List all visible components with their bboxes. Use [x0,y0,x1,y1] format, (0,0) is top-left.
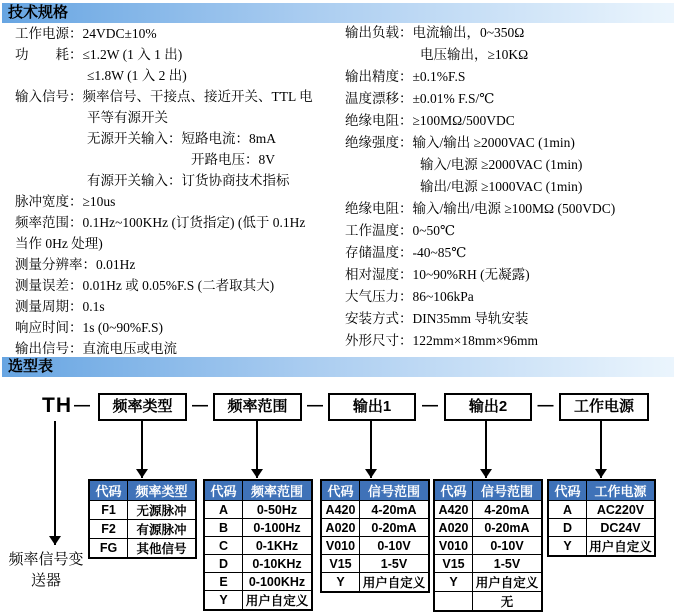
table-row [434,519,542,537]
table-row [321,555,429,573]
table-row [321,573,429,593]
code-cell: Y [321,573,360,593]
spec-line: 脉冲宽度：≥10us [15,194,116,209]
table-row [89,520,196,539]
code-cell: A [548,501,587,519]
spec-line: 绝缘电阻：输入/输出/电源 ≥100MΩ (500VDC) [345,201,616,216]
code-cell: V010 [434,537,473,555]
table-header-row [321,480,429,501]
spec-line: ≤1.8W (1 入 2 出) [87,68,187,83]
table-row [321,501,429,519]
down-arrow-icon [141,421,143,478]
value-cell: 用户自定义 [473,573,543,592]
code-cell: A [204,501,243,519]
table-row [434,573,542,592]
table-row [89,501,196,520]
value-cell: 0-20mA [473,519,543,537]
code-cell: V15 [321,555,360,573]
code-header: 代码 [434,480,473,501]
code-cell: V15 [434,555,473,573]
model-prefix: TH [42,394,72,417]
value-header: 信号范围 [360,480,430,501]
spec-line: 输入信号：频率信号、干接点、接近开关、TTL 电 [15,89,313,104]
model-box-frequency-type: 频率类型 [98,393,187,421]
table-row [434,501,542,519]
spec-line: 存储温度：-40~85℃ [345,245,467,260]
table-row [204,573,312,591]
spec-line: 测量误差：0.01Hz 或 0.05%F.S (二者取其大) [15,278,275,293]
table-header-row [434,480,542,501]
value-cell: 无 [473,592,543,612]
code-cell: D [548,519,587,537]
prefix-note: 频率信号变送器 [8,552,84,589]
value-cell: DC24V [587,519,656,537]
spec-line: 功 耗：≤1.2W (1 入 1 出) [15,47,183,62]
spec-line: 开路电压：8V [191,152,275,167]
selection-table-power-supply [547,479,656,557]
code-cell: FG [89,539,128,559]
spec-line: 相对湿度：10~90%RH (无凝露) [345,267,530,282]
table-row [204,519,312,537]
dash-separator: — [422,397,438,414]
model-box-frequency-range: 频率范围 [213,393,302,421]
code-cell: D [204,555,243,573]
table-row [548,519,655,537]
value-header: 工作电源 [587,480,656,501]
value-cell: 无源脉冲 [128,501,197,520]
spec-line: 测量周期：0.1s [15,299,105,314]
dash-separator: — [537,397,554,414]
value-header: 信号范围 [473,480,543,501]
selection-section-title: 选型表 [8,358,54,375]
table-row [204,501,312,519]
code-header: 代码 [204,480,243,501]
spec-line: 响应时间：1s (0~90%F.S) [15,320,163,335]
value-cell: 0-10KHz [243,555,313,573]
spec-line: 安装方式：DIN35mm 导轨安装 [345,311,529,326]
value-cell: AC220V [587,501,656,519]
value-cell: 0-10V [360,537,430,555]
spec-line: 平等有源开关 [87,110,168,125]
spec-column-left [15,23,340,359]
value-cell: 用户自定义 [243,591,313,611]
code-cell: A420 [434,501,473,519]
value-cell: 4-20mA [360,501,430,519]
value-cell: 4-20mA [473,501,543,519]
value-cell: 0-100Hz [243,519,313,537]
spec-line: 输出/电源 ≥1000VAC (1min) [420,179,583,194]
spec-line: 绝缘电阻：≥100MΩ/500VDC [345,113,515,128]
code-cell: Y [204,591,243,611]
spec-line: 电压输出，≥10KΩ [420,47,529,62]
selection-table-output2 [433,479,543,612]
code-cell: B [204,519,243,537]
section-header-specs [2,3,674,23]
spec-line: 外形尺寸：122mm×18mm×96mm [345,333,538,348]
down-arrow-icon [485,421,487,478]
table-header-row [89,480,196,501]
code-cell: A420 [321,501,360,519]
code-cell: Y [434,573,473,592]
down-arrow-icon [256,421,258,478]
value-cell: 用户自定义 [360,573,430,593]
value-cell: 0-1KHz [243,537,313,555]
code-cell: E [204,573,243,591]
model-box-output1: 输出1 [328,393,416,421]
spec-line: 绝缘强度：输入/输出 ≥2000VAC (1min) [345,135,575,150]
model-box-power-supply: 工作电源 [559,393,649,421]
table-row [548,537,655,557]
code-cell: A020 [321,519,360,537]
spec-line: 输出精度：±0.1%F.S [345,69,466,84]
code-cell: F2 [89,520,128,539]
spec-line: 测量分辨率：0.01Hz [15,257,136,272]
value-cell: 有源脉冲 [128,520,197,539]
table-row [434,555,542,573]
value-header: 频率范围 [243,480,313,501]
down-arrow-icon [370,421,372,478]
spec-line: 工作电源：24VDC±10% [15,26,157,41]
spec-column-right [345,22,675,352]
code-header: 代码 [321,480,360,501]
value-cell: 1-5V [473,555,543,573]
code-cell: Y [548,537,587,557]
spec-line: 无源开关输入：短路电流：8mA [87,131,276,146]
table-row [89,539,196,559]
section-header-selection [2,357,674,377]
code-header: 代码 [548,480,587,501]
spec-line: 温度漂移：±0.01% F.S/℃ [345,91,495,106]
value-cell: 0-100KHz [243,573,313,591]
specs-section-title: 技术规格 [8,4,69,21]
table-row [434,537,542,555]
code-cell: A020 [434,519,473,537]
table-row [204,591,312,611]
selection-table-frequency-type [88,479,197,559]
dash-separator: — [192,397,208,414]
value-cell: 0-50Hz [243,501,313,519]
value-cell: 用户自定义 [587,537,656,557]
table-header-row [548,480,655,501]
code-cell [434,592,473,612]
model-box-output2: 输出2 [444,393,532,421]
selection-table-output1 [320,479,430,593]
code-cell: V010 [321,537,360,555]
down-arrow-icon [600,421,602,478]
value-header: 频率类型 [128,480,197,501]
spec-line: 输入/电源 ≥2000VAC (1min) [420,157,583,172]
table-row [434,592,542,612]
value-cell: 1-5V [360,555,430,573]
spec-line: 输出信号：直流电压或电流 [15,341,177,356]
table-row [321,537,429,555]
table-row [548,501,655,519]
model-selection-diagram [0,380,677,609]
code-header: 代码 [89,480,128,501]
selection-table-frequency-range [203,479,313,611]
table-header-row [204,480,312,501]
table-row [321,519,429,537]
down-arrow-icon [54,421,56,545]
code-cell: C [204,537,243,555]
spec-line: 有源开关输入：订货协商技术指标 [87,173,290,188]
table-row [204,537,312,555]
code-cell: F1 [89,501,128,520]
spec-line: 工作温度：0~50℃ [345,223,456,238]
dash-separator: — [74,397,90,414]
table-row [204,555,312,573]
value-cell: 其他信号 [128,539,197,559]
value-cell: 0-10V [473,537,543,555]
value-cell: 0-20mA [360,519,430,537]
spec-line: 大气压力：86~106kPa [345,289,474,304]
spec-line: 当作 0Hz 处理) [15,236,103,251]
spec-line: 输出负载：电流输出，0~350Ω [345,25,525,40]
dash-separator: — [307,397,323,414]
spec-line: 频率范围：0.1Hz~100KHz (订货指定) (低于 0.1Hz [15,215,306,230]
